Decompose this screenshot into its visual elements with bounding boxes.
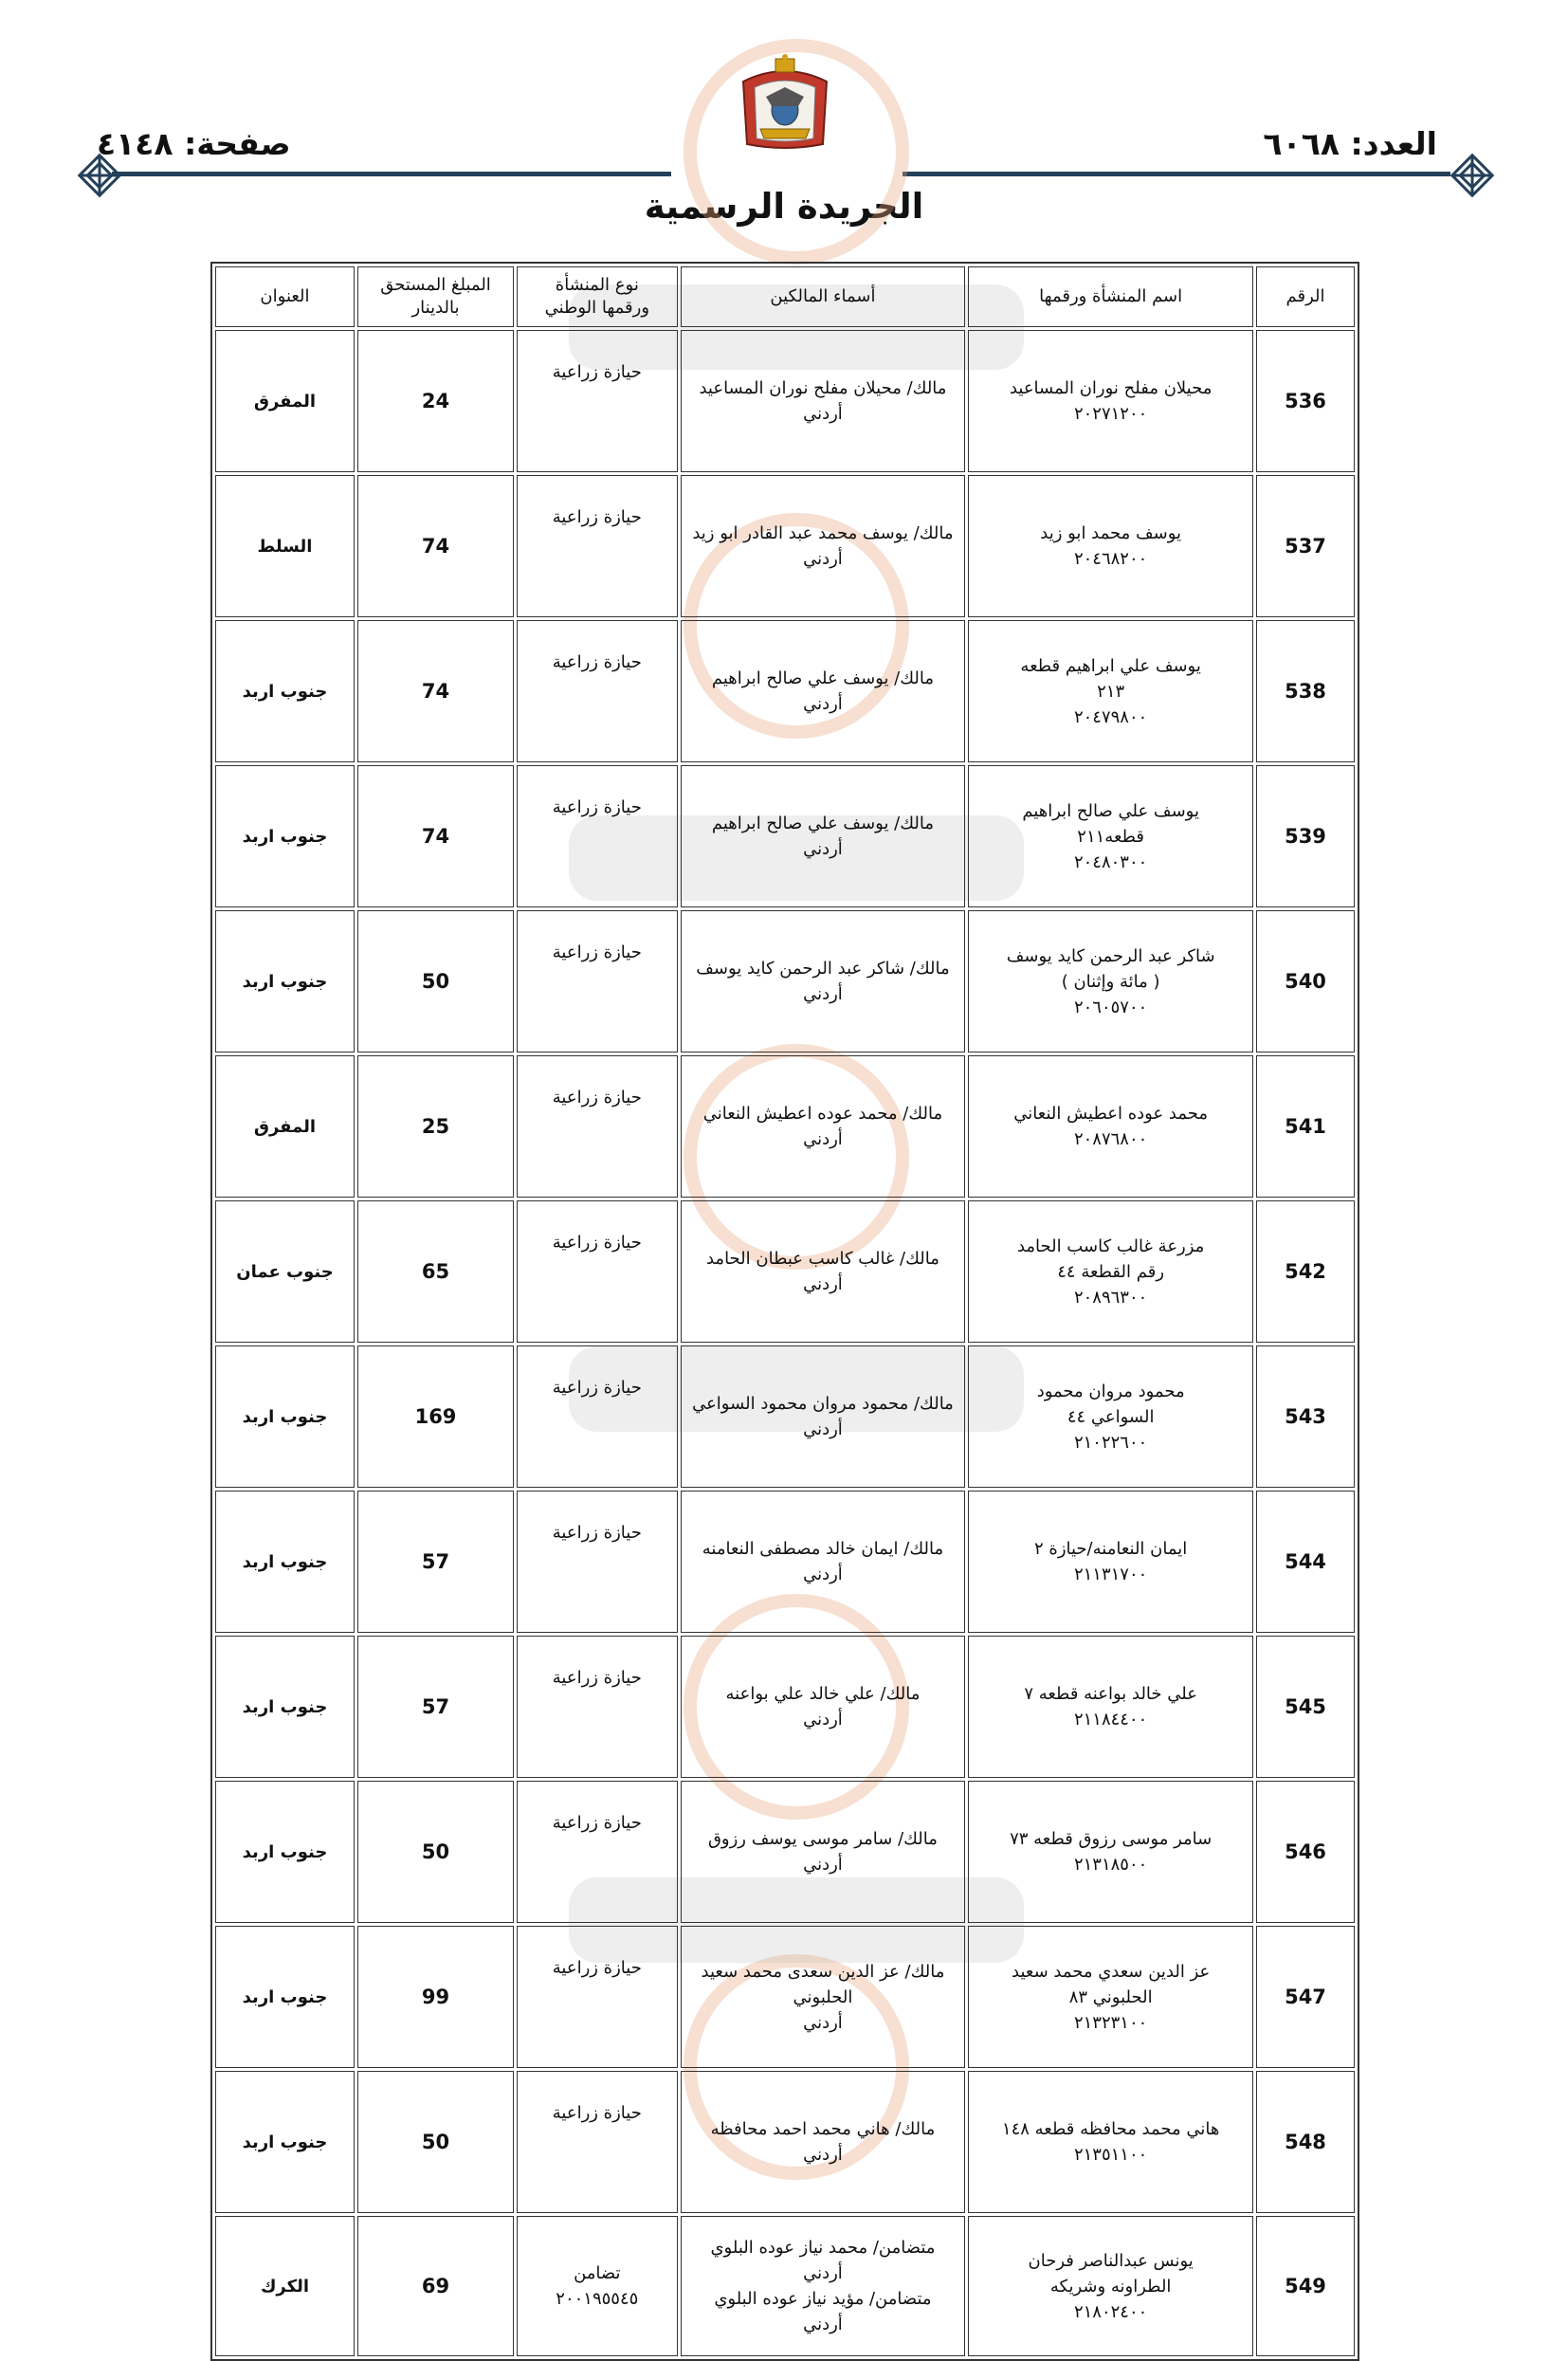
facility-type-cell bbox=[517, 1636, 678, 1778]
facility-line: سامر موسى رزوق قطعه ٧٣ bbox=[1010, 1829, 1212, 1849]
amount-cell: 50 bbox=[357, 910, 514, 1052]
facility-line: السواعي ٤٤ bbox=[1067, 1406, 1155, 1427]
facility-line: يوسف محمد ابو زيد bbox=[1040, 523, 1182, 543]
owner-line: مالك/ ايمان خالد مصطفى النعامنه bbox=[702, 1539, 944, 1559]
facility-line: الطراونه وشريكه bbox=[1049, 2276, 1172, 2297]
facility-line: عز الدين سعدي محمد سعيد bbox=[1012, 1961, 1211, 1982]
amount-cell: 74 bbox=[357, 475, 514, 617]
table-row bbox=[215, 1491, 1355, 1633]
table-header-row bbox=[215, 266, 1355, 327]
address-cell: جنوب اربد bbox=[215, 1636, 355, 1778]
facility-cell bbox=[968, 1781, 1253, 1923]
page-number: صفحة: ٤١٤٨ bbox=[97, 125, 291, 162]
facility-type-cell bbox=[517, 620, 678, 762]
owner-line: أردني bbox=[803, 1710, 843, 1730]
facility-type-cell bbox=[517, 765, 678, 907]
header-address: العنوان bbox=[215, 266, 355, 327]
facility-line: يوسف علي ابراهيم قطعه bbox=[1020, 655, 1201, 676]
facility-type-line: حيازة زراعية bbox=[552, 1378, 642, 1398]
table-row bbox=[215, 2216, 1355, 2356]
facility-type-line: حيازة زراعية bbox=[552, 652, 642, 672]
facility-type-cell bbox=[517, 2216, 678, 2356]
facility-line: يوسف علي صالح ابراهيم bbox=[1022, 800, 1199, 821]
owner-line: أردني bbox=[803, 1565, 843, 1584]
facility-type-line: ٢٠٠١٩٥٥٤٥ bbox=[556, 2289, 639, 2309]
facility-cell bbox=[968, 1345, 1253, 1488]
table-row bbox=[215, 1055, 1355, 1198]
header-num: الرقم bbox=[1256, 266, 1355, 327]
facility-line: هاني محمد محافظه قطعه ١٤٨ bbox=[1001, 2119, 1220, 2139]
facility-cell bbox=[968, 2216, 1253, 2356]
facility-type-cell bbox=[517, 330, 678, 472]
owner-line: أردني bbox=[803, 2315, 843, 2334]
table-row bbox=[215, 910, 1355, 1052]
table-row bbox=[215, 1636, 1355, 1778]
owner-line: أردني bbox=[803, 1129, 843, 1149]
row-number: 544 bbox=[1256, 1491, 1355, 1633]
row-number: 536 bbox=[1256, 330, 1355, 472]
facility-cell bbox=[968, 2071, 1253, 2213]
owner-line: مالك/ محمود مروان محمود السواعي bbox=[692, 1394, 954, 1414]
facility-type-cell bbox=[517, 910, 678, 1052]
table-row bbox=[215, 765, 1355, 907]
address-cell: جنوب عمان bbox=[215, 1200, 355, 1343]
facility-line: ٢١٣٢٣١٠٠ bbox=[1073, 2012, 1148, 2033]
facility-type-cell bbox=[517, 1491, 678, 1633]
facility-line: محمود مروان محمود bbox=[1036, 1381, 1185, 1401]
row-number: 538 bbox=[1256, 620, 1355, 762]
owner-line: مالك/ هاني محمد احمد محافظه bbox=[710, 2119, 936, 2139]
amount-cell: 169 bbox=[357, 1345, 514, 1488]
address-cell: جنوب اربد bbox=[215, 1781, 355, 1923]
facility-cell bbox=[968, 1636, 1253, 1778]
header-facility: اسم المنشأة ورقمها bbox=[968, 266, 1253, 327]
row-number: 539 bbox=[1256, 765, 1355, 907]
header-rule-right bbox=[903, 172, 1450, 176]
facility-line: محيلان مفلح نوران المساعيد bbox=[1009, 378, 1212, 398]
address-cell: جنوب اربد bbox=[215, 2071, 355, 2213]
facility-type-line: حيازة زراعية bbox=[552, 2103, 642, 2123]
facility-type-line: حيازة زراعية bbox=[552, 1958, 642, 1978]
header-type-line2: ورقمها الوطني bbox=[544, 298, 650, 318]
owner-line: أردني bbox=[803, 404, 843, 424]
registry-table bbox=[210, 262, 1359, 2361]
owners-cell bbox=[681, 2071, 966, 2213]
facility-cell bbox=[968, 910, 1253, 1052]
owners-cell bbox=[681, 1055, 966, 1198]
facility-cell bbox=[968, 1055, 1253, 1198]
facility-type-line: حيازة زراعية bbox=[552, 1233, 642, 1253]
owners-cell bbox=[681, 2216, 966, 2356]
facility-line: ٢١٠٢٢٦٠٠ bbox=[1073, 1432, 1148, 1453]
owner-line: مالك/ محمد عوده اعطيش النعاني bbox=[702, 1104, 943, 1124]
address-cell: المفرق bbox=[215, 1055, 355, 1198]
row-number: 542 bbox=[1256, 1200, 1355, 1343]
facility-line: ٢٠٤٦٨٢٠٠ bbox=[1073, 549, 1148, 569]
facility-type-line: حيازة زراعية bbox=[552, 1813, 642, 1833]
owners-cell bbox=[681, 1200, 966, 1343]
facility-cell bbox=[968, 1200, 1253, 1343]
address-cell: المفرق bbox=[215, 330, 355, 472]
row-number: 541 bbox=[1256, 1055, 1355, 1198]
row-number: 548 bbox=[1256, 2071, 1355, 2213]
owner-line: أردني bbox=[803, 2145, 843, 2165]
header-rule-left bbox=[112, 172, 671, 176]
address-cell: الكرك bbox=[215, 2216, 355, 2356]
facility-line: ٢٠٤٧٩٨٠٠ bbox=[1073, 706, 1148, 727]
amount-cell: 65 bbox=[357, 1200, 514, 1343]
facility-line: علي خالد بواعنه قطعه ٧ bbox=[1024, 1684, 1197, 1704]
facility-line: ٢١٣١٨٥٠٠ bbox=[1073, 1855, 1148, 1875]
amount-cell: 99 bbox=[357, 1926, 514, 2068]
facility-line: ٢١١٨٤٤٠٠ bbox=[1073, 1710, 1148, 1730]
coat-of-arms-icon bbox=[732, 53, 838, 156]
facility-line: ٢١٣ bbox=[1097, 681, 1125, 702]
owner-line: أردني bbox=[803, 1274, 843, 1294]
owner-line: متضامن/ محمد نياز عوده البلوي bbox=[710, 2238, 936, 2258]
facility-type-line: حيازة زراعية bbox=[552, 943, 642, 962]
facility-line: شاكر عبد الرحمن كايد يوسف bbox=[1006, 945, 1215, 966]
facility-type-cell bbox=[517, 1200, 678, 1343]
facility-cell bbox=[968, 1926, 1253, 2068]
address-cell: جنوب اربد bbox=[215, 1345, 355, 1488]
address-cell: السلط bbox=[215, 475, 355, 617]
owners-cell bbox=[681, 765, 966, 907]
facility-type-cell bbox=[517, 2071, 678, 2213]
header-owners: أسماء المالكين bbox=[681, 266, 966, 327]
owner-line: أردني bbox=[803, 2012, 843, 2033]
owners-cell bbox=[681, 1926, 966, 2068]
header-amount bbox=[357, 266, 514, 327]
table-row bbox=[215, 1781, 1355, 1923]
row-number: 537 bbox=[1256, 475, 1355, 617]
row-number: 545 bbox=[1256, 1636, 1355, 1778]
owners-cell bbox=[681, 910, 966, 1052]
facility-line: ٢١٣٥١١٠٠ bbox=[1073, 2145, 1148, 2165]
owners-cell bbox=[681, 1345, 966, 1488]
table-row bbox=[215, 620, 1355, 762]
row-number: 540 bbox=[1256, 910, 1355, 1052]
facility-line: ( مائة وإثنان ) bbox=[1061, 971, 1160, 992]
owners-cell bbox=[681, 1781, 966, 1923]
header-type-line1: نوع المنشأة bbox=[555, 275, 639, 295]
facility-line: رقم القطعة ٤٤ bbox=[1057, 1261, 1165, 1282]
owner-line: أردني bbox=[803, 1855, 843, 1875]
owner-line: مالك/ يوسف علي صالح ابراهيم bbox=[711, 814, 935, 833]
table-row bbox=[215, 475, 1355, 617]
header-amount-line2: بالدينار bbox=[411, 298, 460, 318]
facility-line: قطعه٢١١ bbox=[1077, 826, 1145, 847]
facility-type-cell bbox=[517, 1781, 678, 1923]
owner-line: مالك/ غالب كاسب عبطان الحامد bbox=[705, 1249, 939, 1269]
facility-line: الحلبوني ٨٣ bbox=[1068, 1986, 1153, 2007]
amount-cell: 50 bbox=[357, 1781, 514, 1923]
owner-line: أردني bbox=[803, 839, 843, 859]
address-cell: جنوب اربد bbox=[215, 1491, 355, 1633]
address-cell: جنوب اربد bbox=[215, 765, 355, 907]
facility-line: ايمان النعامنه/حيازة ٢ bbox=[1034, 1539, 1188, 1559]
facility-line: ٢٠٤٨٠٣٠٠ bbox=[1073, 851, 1148, 872]
amount-cell: 74 bbox=[357, 620, 514, 762]
owner-line: أردني bbox=[803, 984, 843, 1004]
facility-line: ٢٠٨٧٦٨٠٠ bbox=[1073, 1129, 1148, 1149]
owner-line: مالك/ يوسف محمد عبد القادر ابو زيد bbox=[692, 523, 954, 543]
facility-cell bbox=[968, 620, 1253, 762]
owner-line: مالك/ علي خالد علي بواعنه bbox=[725, 1684, 921, 1704]
facility-line: ٢١٨٠٢٤٠٠ bbox=[1073, 2301, 1148, 2322]
owners-cell bbox=[681, 1636, 966, 1778]
address-cell: جنوب اربد bbox=[215, 620, 355, 762]
owners-cell bbox=[681, 620, 966, 762]
owner-line: مالك/ محيلان مفلح نوران المساعيد bbox=[699, 378, 947, 398]
facility-type-line: حيازة زراعية bbox=[552, 507, 642, 527]
facility-line: يونس عبدالناصر فرحان bbox=[1028, 2250, 1194, 2271]
facility-line: ٢١١٣١٧٠٠ bbox=[1073, 1565, 1148, 1584]
facility-type-line: تضامن bbox=[574, 2263, 621, 2283]
table-row bbox=[215, 1926, 1355, 2068]
owner-line: الحلبوني bbox=[793, 1986, 853, 2007]
issue-number: العدد: ٦٠٦٨ bbox=[1263, 125, 1437, 162]
owner-line: مالك/ سامر موسى يوسف رزوق bbox=[707, 1829, 938, 1849]
header-type bbox=[517, 266, 678, 327]
owner-line: مالك/ يوسف علي صالح ابراهيم bbox=[711, 668, 935, 688]
amount-cell: 57 bbox=[357, 1636, 514, 1778]
facility-type-cell bbox=[517, 1926, 678, 2068]
table-row bbox=[215, 2071, 1355, 2213]
facility-type-cell bbox=[517, 475, 678, 617]
facility-type-cell bbox=[517, 1345, 678, 1488]
owner-line: مالك/ شاكر عبد الرحمن كايد يوسف bbox=[696, 959, 950, 979]
facility-line: ٢٠٢٧١٢٠٠ bbox=[1073, 404, 1148, 424]
amount-cell: 50 bbox=[357, 2071, 514, 2213]
header-amount-line1: المبلغ المستحق bbox=[380, 275, 491, 295]
facility-cell bbox=[968, 1491, 1253, 1633]
facility-cell bbox=[968, 765, 1253, 907]
page-header bbox=[0, 0, 1568, 247]
row-number: 546 bbox=[1256, 1781, 1355, 1923]
facility-type-line: حيازة زراعية bbox=[552, 797, 642, 817]
owners-cell bbox=[681, 1491, 966, 1633]
amount-cell: 57 bbox=[357, 1491, 514, 1633]
address-cell: جنوب اربد bbox=[215, 1926, 355, 2068]
owners-cell bbox=[681, 330, 966, 472]
facility-type-line: حيازة زراعية bbox=[552, 362, 642, 382]
row-number: 547 bbox=[1256, 1926, 1355, 2068]
owner-line: مالك/ عز الدين سعدى محمد سعيد bbox=[701, 1961, 945, 1982]
facility-type-line: حيازة زراعية bbox=[552, 1523, 642, 1543]
owner-line: أردني bbox=[803, 1419, 843, 1439]
amount-cell: 69 bbox=[357, 2216, 514, 2356]
address-cell: جنوب اربد bbox=[215, 910, 355, 1052]
owners-cell bbox=[681, 475, 966, 617]
table-row bbox=[215, 1345, 1355, 1488]
table-row bbox=[215, 330, 1355, 472]
gazette-title: الجريدة الرسمية bbox=[644, 186, 924, 227]
owner-line: أردني bbox=[803, 694, 843, 714]
amount-cell: 24 bbox=[357, 330, 514, 472]
facility-type-line: حيازة زراعية bbox=[552, 1668, 642, 1688]
row-number: 543 bbox=[1256, 1345, 1355, 1488]
facility-cell bbox=[968, 330, 1253, 472]
table-row bbox=[215, 1200, 1355, 1343]
facility-line: ٢٠٦٠٥٧٠٠ bbox=[1073, 997, 1148, 1017]
owner-line: متضامن/ مؤيد نياز عوده البلوي bbox=[714, 2289, 932, 2309]
owner-line: أردني bbox=[803, 549, 843, 569]
facility-line: مزرعة غالب كاسب الحامد bbox=[1016, 1235, 1205, 1256]
amount-cell: 74 bbox=[357, 765, 514, 907]
row-number: 549 bbox=[1256, 2216, 1355, 2356]
facility-type-cell bbox=[517, 1055, 678, 1198]
amount-cell: 25 bbox=[357, 1055, 514, 1198]
facility-line: ٢٠٨٩٦٣٠٠ bbox=[1073, 1287, 1148, 1308]
facility-line: محمد عوده اعطيش النعاني bbox=[1013, 1104, 1209, 1124]
facility-type-line: حيازة زراعية bbox=[552, 1088, 642, 1107]
facility-cell bbox=[968, 475, 1253, 617]
owner-line: أردني bbox=[803, 2263, 843, 2283]
